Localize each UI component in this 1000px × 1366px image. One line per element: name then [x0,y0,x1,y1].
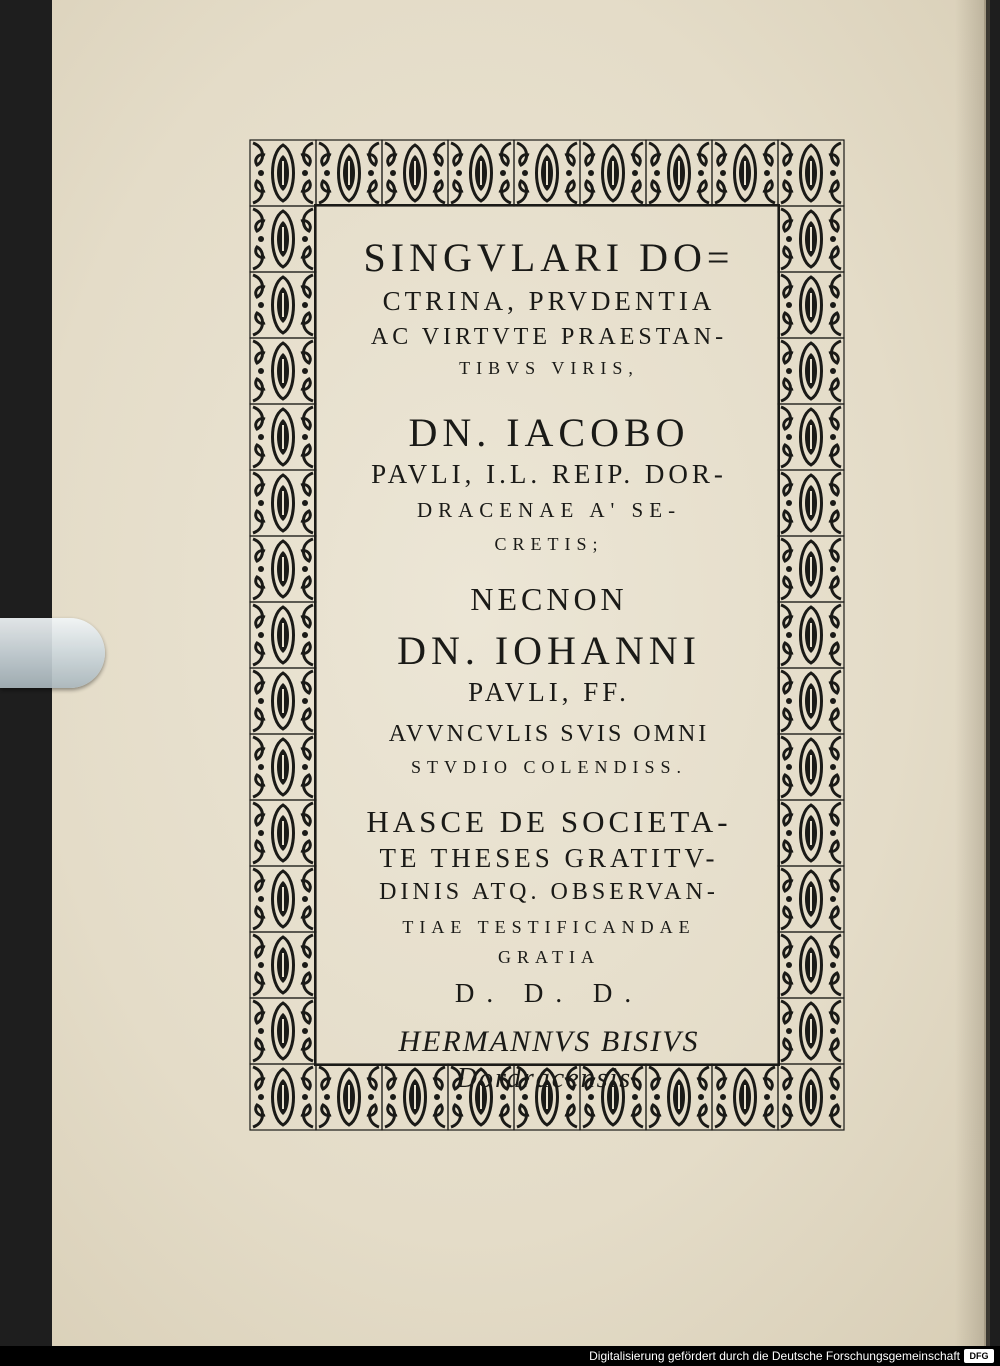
dedication-line: CTRINA, PRVDENTIA [382,286,716,316]
dedication-line: SINGVLARI DO= [363,235,735,280]
dedication-line: D. D. D. [454,978,644,1008]
border-ornament-tile [778,272,844,338]
dedication-line: DN. IACOBO [408,410,690,455]
dedication-signature: HERMANNVS BISIVS [398,1025,700,1058]
border-ornament-tile [250,668,316,734]
border-ornament-tile [250,1064,316,1130]
dedication-line: GRATIA [498,947,600,967]
dedication-line: TIBVS VIRIS, [459,358,639,378]
border-ornament-tile [514,140,580,206]
dedication-line: AC VIRTVTE PRAESTAN- [370,324,728,350]
border-ornament-tile [250,206,316,272]
border-ornament-tile [250,338,316,404]
border-ornament-tile [382,140,448,206]
dedication-line: HASCE DE SOCIETA- [366,804,732,839]
dfg-logo-icon: DFG [964,1349,994,1363]
dedication-line: DN. IOHANNI [397,628,701,673]
border-ornament-tile [250,404,316,470]
border-ornament-tile [316,140,382,206]
dedication-line: CRETIS; [494,534,604,554]
border-ornament-tile [250,140,316,206]
dedication-line: TE THESES GRATITV- [379,843,719,873]
border-ornament-tile [778,536,844,602]
border-ornament-tile [778,800,844,866]
dedication-text [334,235,764,1094]
dedication-line: DINIS ATQ. OBSERVAN- [379,879,719,905]
border-ornament-tile [778,470,844,536]
border-ornament-tile [778,1064,844,1130]
border-ornament-tile [250,536,316,602]
border-ornament-tile [778,866,844,932]
dedication-line: PAVLI, I.L. REIP. DOR- [371,459,727,489]
border-ornament-tile [580,140,646,206]
border-ornament-tile [778,734,844,800]
border-ornament-tile [250,800,316,866]
dedication-line: AVVNCVLIS SVIS OMNI [388,721,710,747]
border-ornament-tile [712,140,778,206]
page-clip-icon [0,618,105,688]
border-ornament-tile [778,602,844,668]
border-ornament-tile [250,866,316,932]
border-ornament-tile [448,140,514,206]
border-ornament-tile [646,140,712,206]
border-ornament-tile [250,470,316,536]
border-ornament-tile [778,338,844,404]
dedication-line: STVDIO COLENDISS. [410,757,687,777]
border-ornament-tile [250,602,316,668]
border-ornament-tile [250,734,316,800]
border-ornament-tile [778,140,844,206]
border-ornament-tile [778,668,844,734]
page-edge-shadow [955,0,990,1346]
dedication-line: PAVLI, FF. [468,677,630,707]
dedication-line: TIAE TESTIFICANDAE [402,917,696,937]
dedication-line: NECNON [470,581,628,617]
border-ornament-tile [250,998,316,1064]
border-ornament-tile [250,932,316,998]
border-ornament-tile [250,272,316,338]
dedication-signature-origin: Dordracensis. [456,1063,642,1094]
border-ornament-tile [778,932,844,998]
footer-bar [0,1346,1000,1366]
border-ornament-tile [778,998,844,1064]
dedication-line: DRACENAE A' SE- [416,498,682,522]
border-ornament-tile [778,404,844,470]
border-ornament-tile [778,206,844,272]
footer-credit: Digitalisierung gefördert durch die Deutsche Forschungsgemeinschaft [589,1349,960,1363]
